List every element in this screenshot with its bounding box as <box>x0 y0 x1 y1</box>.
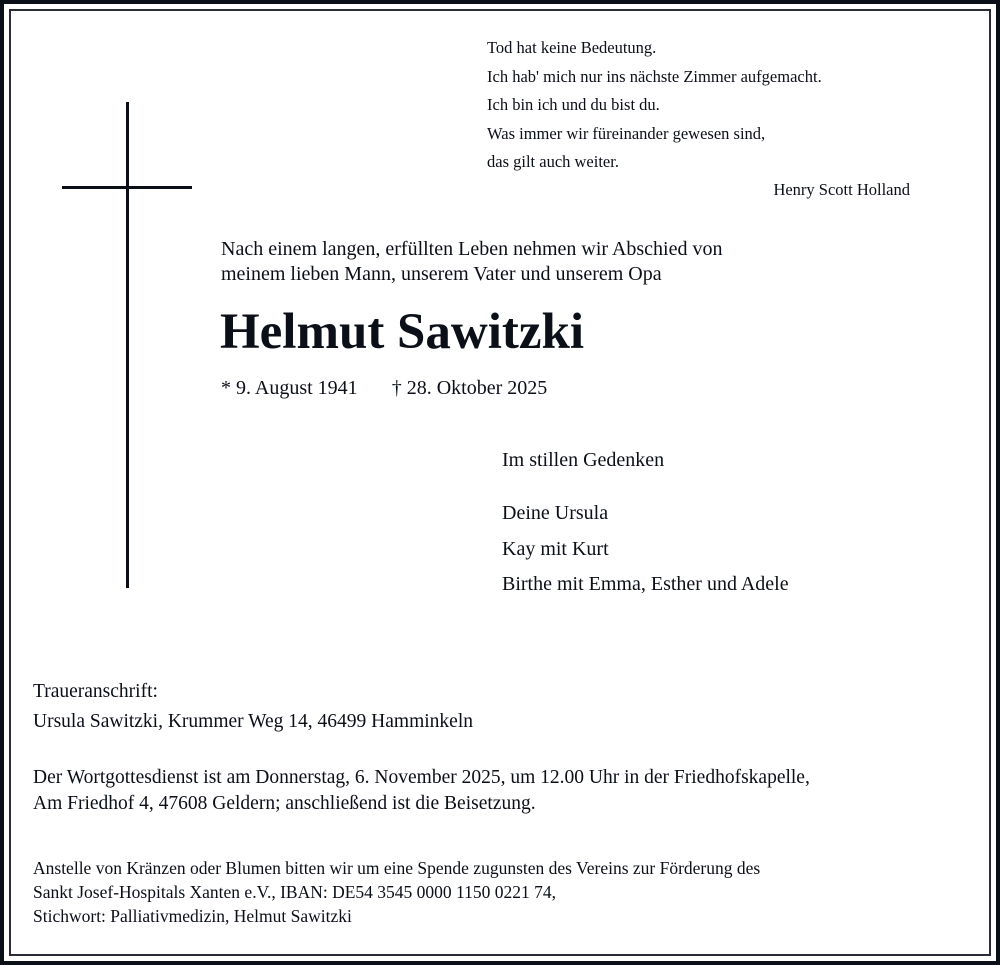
mourner: Kay mit Kurt <box>502 537 609 560</box>
service-line: Der Wortgottesdienst ist am Donnerstag, 6. November 2025, um 12.00 Uhr in der Friedhofskapelle, <box>33 767 810 788</box>
death-date: † 28. Oktober 2025 <box>391 377 548 399</box>
life-dates <box>221 376 547 401</box>
address-value: Ursula Sawitzki, Krummer Weg 14, 46499 Hamminkeln <box>33 711 473 732</box>
poem-line: Ich hab' mich nur ins nächste Zimmer aufgemacht. <box>487 66 822 86</box>
mourners-heading: Im stillen Gedenken <box>502 449 665 471</box>
birth-date: * 9. August 1941 <box>221 377 358 399</box>
mourner: Birthe mit Emma, Esther und Adele <box>502 573 789 595</box>
service-info <box>33 765 810 817</box>
poem-line: das gilt auch weiter. <box>487 152 619 171</box>
cross-icon <box>126 102 129 588</box>
service-line: Am Friedhof 4, 47608 Geldern; anschließend ist die Beisetzung. <box>33 793 536 814</box>
donation-line: Anstelle von Kränzen oder Blumen bitten wir um eine Spende zugunsten des Vereins zur Förderung des <box>33 858 761 878</box>
address-label: Traueranschrift: <box>33 681 158 702</box>
mourning-address <box>33 677 473 737</box>
mourners-list <box>502 496 789 603</box>
poem-line: Was immer wir füreinander gewesen sind, <box>487 123 766 143</box>
cross-icon-bar <box>62 186 192 189</box>
deceased-name: Helmut Sawitzki <box>220 304 585 360</box>
poem-author: Henry Scott Holland <box>773 180 910 199</box>
donation-info <box>33 856 760 928</box>
donation-line: Sankt Josef-Hospitals Xanten e.V., IBAN: DE54 3545 0000 1150 0221 74, <box>33 882 557 902</box>
poem-line: Ich bin ich und du bist du. <box>487 95 660 114</box>
intro-text <box>221 237 723 287</box>
donation-line: Stichwort: Palliativmedizin, Helmut Sawitzki <box>33 906 352 926</box>
poem-line: Tod hat keine Bedeutung. <box>487 38 657 57</box>
mourner: Deine Ursula <box>502 502 609 524</box>
intro-line: Nach einem langen, erfüllten Leben nehmen wir Abschied von <box>221 238 723 260</box>
poem <box>487 34 822 177</box>
intro-line: meinem lieben Mann, unserem Vater und unserem Opa <box>221 263 662 285</box>
